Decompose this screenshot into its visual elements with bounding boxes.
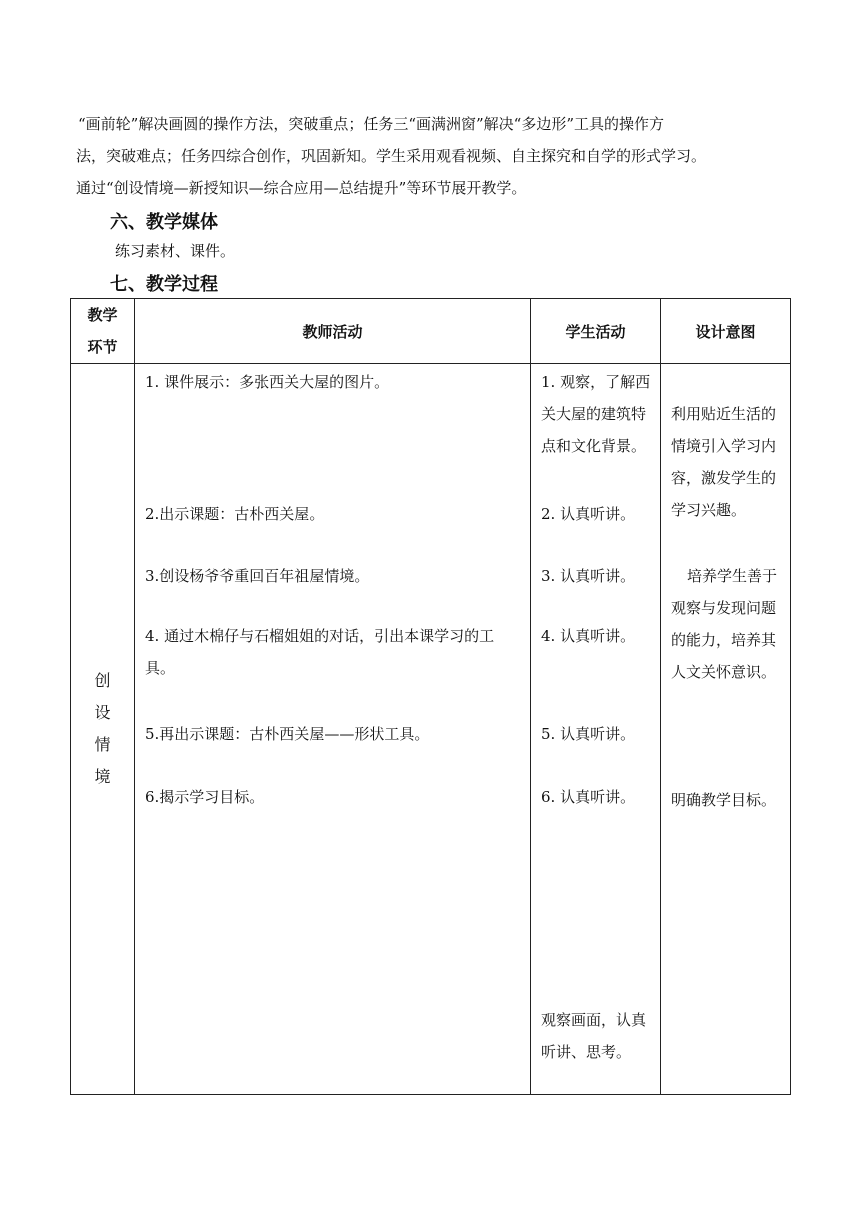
intro-paragraph (78, 108, 790, 204)
teacher-activity-cell (135, 364, 531, 1095)
header-student: 学生活动 (531, 299, 661, 364)
teaching-process-table (70, 298, 791, 1095)
stage-char: 境 (94, 767, 111, 786)
intro-line: “画前轮”解决画圆的操作方法，突破重点；任务三“画满洲窗”解决“多边形”工具的操作方 (78, 115, 665, 133)
design-item: 利用贴近生活的情境引入学习内容，激发学生的学习兴趣。 (671, 405, 777, 519)
teacher-item: 5.再出示课题：古朴西关屋——形状工具。 (145, 725, 430, 743)
teacher-item: 4. 通过木棉仔与石榴姐姐的对话，引出本课学习的工具。 (145, 627, 495, 677)
intro-line: 法，突破难点；任务四综合创作，巩固新知。学生采用观看视频、自主探究和自学的形式学习。 (76, 147, 707, 165)
media-heading: 六、教学媒体 (110, 212, 218, 233)
stage-char: 设 (94, 703, 111, 722)
student-item: 5. 认真听讲。 (541, 725, 636, 743)
teacher-item: 1. 课件展示：多张西关大屋的图片。 (145, 373, 390, 391)
stage-label (71, 665, 134, 793)
process-heading: 七、教学过程 (110, 274, 218, 295)
header-design: 设计意图 (661, 299, 791, 364)
student-item: 6. 认真听讲。 (541, 788, 636, 806)
teacher-item: 3.创设杨爷爷重回百年祖屋情境。 (145, 567, 370, 585)
header-teacher: 教师活动 (135, 299, 531, 364)
student-activity-cell (531, 364, 661, 1095)
media-text: 练习素材、课件。 (115, 242, 236, 260)
teacher-item: 6.揭示学习目标。 (145, 788, 265, 806)
header-stage-line2: 环节 (87, 338, 118, 356)
teacher-item: 2.出示课题：古朴西关屋。 (145, 505, 325, 523)
header-stage-line1: 教学 (87, 306, 118, 324)
stage-char: 情 (94, 735, 111, 754)
intro-line: 通过“创设情境—新授知识—综合应用—总结提升”等环节展开教学。 (76, 179, 527, 197)
table-header-row (71, 299, 791, 364)
design-item: 培养学生善于观察与发现问题的能力，培养其人文关怀意识。 (671, 567, 778, 681)
design-item: 明确教学目标。 (671, 791, 777, 809)
stage-cell (71, 364, 135, 1095)
design-intent-cell (661, 364, 791, 1095)
header-stage (71, 299, 135, 364)
stage-char: 创 (94, 671, 111, 690)
student-item: 3. 认真听讲。 (541, 567, 636, 585)
student-item: 观察画面，认真听讲、思考。 (541, 1011, 647, 1061)
table-row (71, 364, 791, 1095)
student-item: 4. 认真听讲。 (541, 627, 636, 645)
student-item: 1. 观察，了解西关大屋的建筑特点和文化背景。 (541, 373, 651, 455)
student-item: 2. 认真听讲。 (541, 505, 636, 523)
